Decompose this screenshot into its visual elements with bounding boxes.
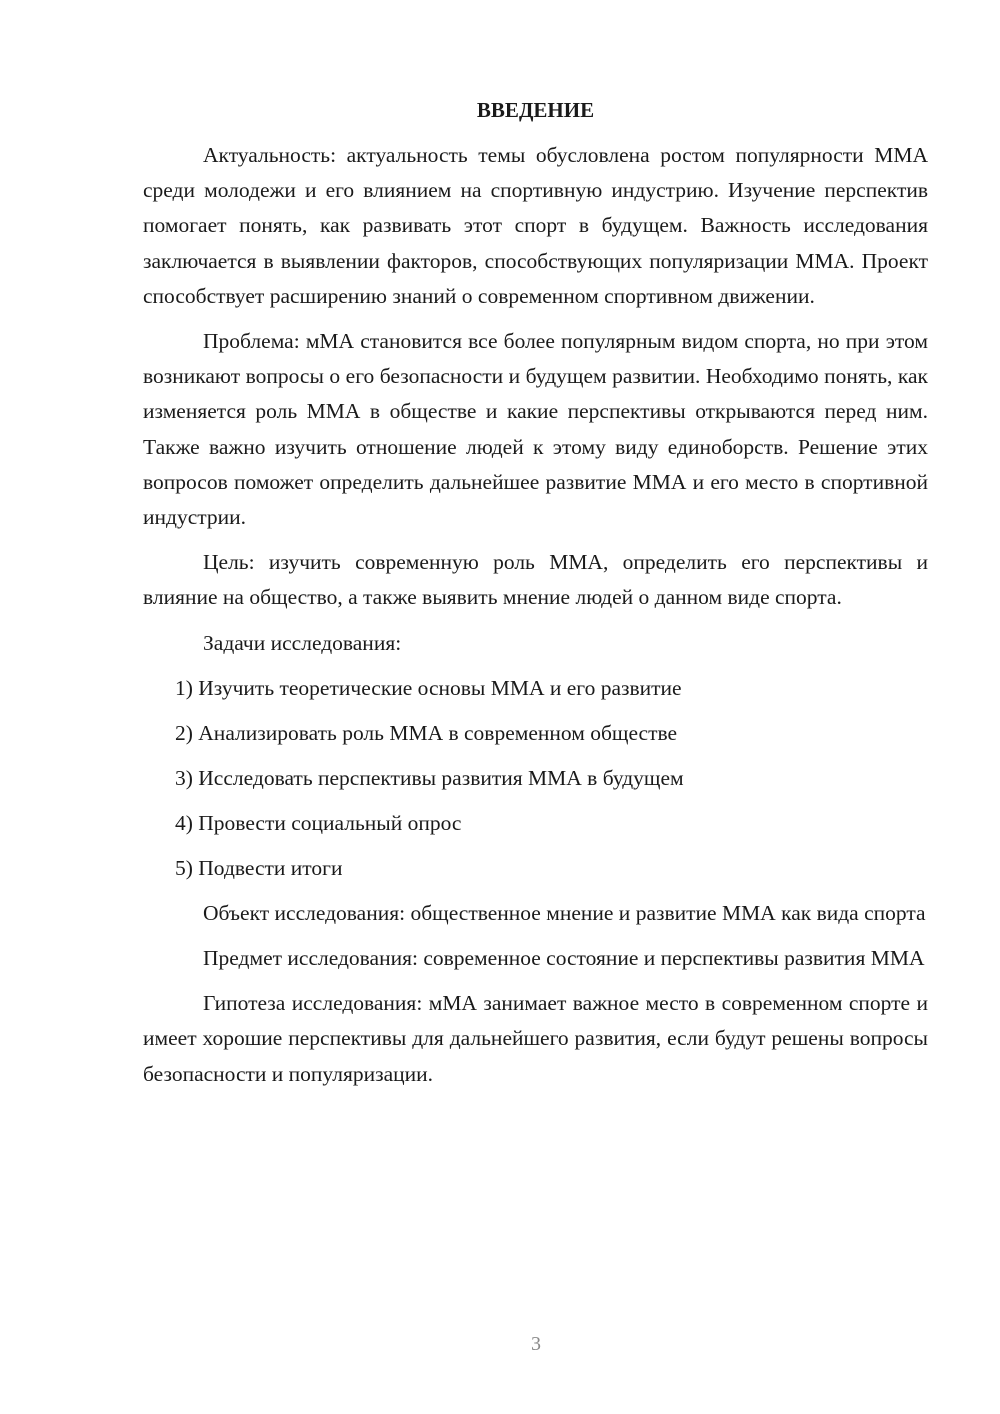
section-title: ВВЕДЕНИЕ	[476, 98, 595, 122]
tasks-heading: Задачи исследования:	[203, 630, 402, 655]
paragraph-goal: Цель: изучить современную роль ММА, определить его перспективы и влияние на общество, а также выявить мнение людей о данном виде спорта.	[143, 550, 928, 610]
list-item: 3) Исследовать перспективы развития ММА в будущем	[175, 765, 684, 790]
tasks-list	[143, 671, 928, 886]
list-item: 4) Провести социальный опрос	[175, 810, 462, 835]
list-item: 1) Изучить теоретические основы ММА и его развитие	[175, 675, 682, 700]
list-item: 2) Анализировать роль ММА в современном обществе	[175, 720, 678, 745]
page-number: 3	[531, 1333, 541, 1355]
paragraph-subject: Предмет исследования: современное состояние и перспективы развития ММА	[203, 946, 925, 971]
list-item: 5) Подвести итоги	[175, 855, 343, 880]
paragraph-relevance: Актуальность: актуальность темы обусловлена ростом популярности ММА среди молодежи и его влиянием на спортивную индустрию. Изучение перспектив помогает понять, как развивать этот спорт в будущем. Важность исследования заключается в выявлении факторов, способствующих популяризации ММА. Проект способствует расширению знаний о современном спортивном движении.	[143, 143, 928, 308]
paragraph-problem: Проблема: мМА становится все более популярным видом спорта, но при этом возникают вопросы о его безопасности и будущем развитии. Необходимо понять, как изменяется роль ММА в обществе и какие перспективы открываются перед ним. Также важно изучить отношение людей к этому виду единоборств. Решение этих вопросов поможет определить дальнейшее развитие ММА и его место в спортивной индустрии.	[143, 329, 928, 530]
paragraph-hypothesis: Гипотеза исследования: мМА занимает важное место в современном спорте и имеет хорошие перспективы для дальнейшего развития, если будут решены вопросы безопасности и популяризации.	[143, 991, 928, 1086]
document-page	[143, 90, 928, 1102]
paragraph-object: Объект исследования: общественное мнение и развитие ММА как вида спорта	[203, 900, 926, 925]
